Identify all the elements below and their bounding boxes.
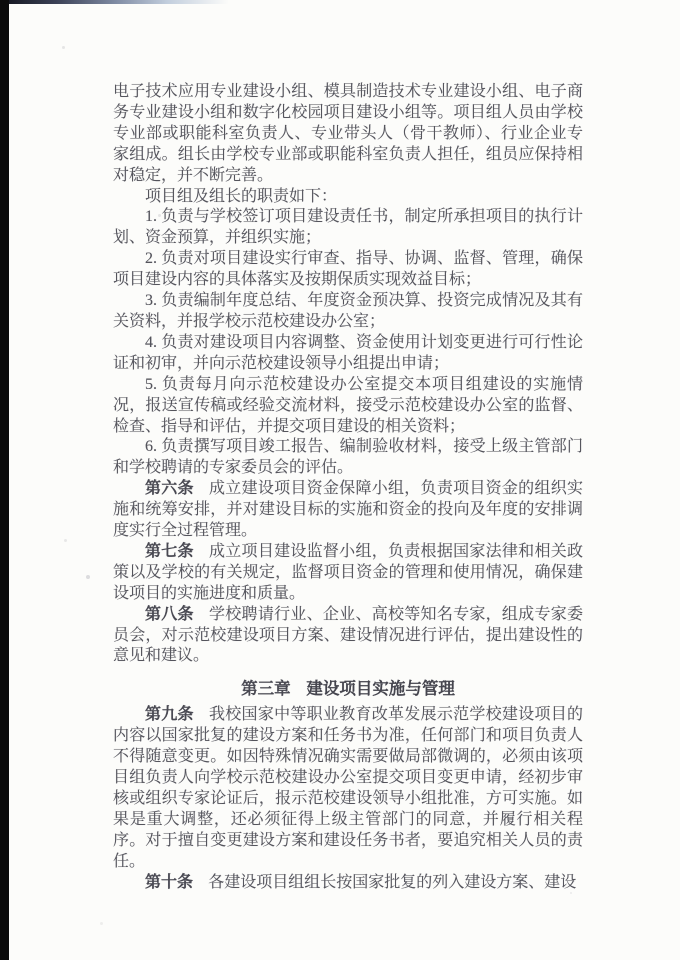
numbered-item: 5. 负责每月向示范校建设办公室提交本项目组建设的实施情况，报送宣传稿或经验交流材料，接受示范校建设办公室的监督、检查、指导和评估，并提交项目建设的相关资料； xyxy=(113,375,583,435)
body-paragraph: 电子技术应用专业建设小组、模具制造技术专业建设小组、电子商务专业建设小组和数字化校园项目建设小组等。项目组人员由学校专业部或职能科室负责人、专业带头人（骨干教师）、行业企业专家组成。组长由学校专业部或职能科室负责人担任，组员应保持相对稳定，并不断完善。 xyxy=(113,83,583,184)
article-paragraph xyxy=(113,873,583,894)
chapter-number: 第三章 xyxy=(241,679,291,699)
paragraph-text: 成立建设项目资金保障小组，负责项目资金的组织实施和统筹安排，并对建设目标的实施和资金的投向及年度的安排调度实行全过程管理。 xyxy=(113,480,583,540)
scan-speck xyxy=(100,922,103,925)
body-paragraph: 项目组及组长的职责如下： xyxy=(145,187,338,205)
paragraph-text: 学校聘请行业、企业、高校等知名专家，组成专家委员会，对示范校建设项目方案、建设情况进行评估，提出建设性的意见和建议。 xyxy=(113,605,583,665)
numbered-item: 3. 负责编制年度总结、年度资金预决算、投资完成情况及其有关资料，并报学校示范校建设办公室； xyxy=(113,292,583,330)
paragraph-text: 各建设项目组组长按国家批复的列入建设方案、建设 xyxy=(208,873,577,891)
scan-speck xyxy=(158,214,161,217)
article-number: 第十条 xyxy=(145,873,194,891)
scan-speck xyxy=(285,397,288,400)
article-paragraph xyxy=(113,605,583,668)
scan-speck xyxy=(86,575,90,579)
document-body xyxy=(113,0,583,893)
article-paragraph xyxy=(113,479,583,542)
scan-speck xyxy=(560,210,562,212)
numbered-item: 2. 负责对项目建设实行审查、指导、协调、监督、管理，确保项目建设内容的具体落实及按期保质实现效益目标； xyxy=(113,250,583,289)
article-number: 第六条 xyxy=(145,480,194,498)
scan-speck xyxy=(308,884,311,887)
scan-speck xyxy=(62,46,65,49)
scan-edge-left xyxy=(0,0,9,960)
numbered-item: 6. 负责撰写项目竣工报告、编制验收材料，接受上级主管部门和学校聘请的专家委员会的评估。 xyxy=(113,438,583,477)
paragraph-text: 建设项目实施与管理 xyxy=(306,679,455,699)
numbered-item: 1. 负责与学校签订项目建设责任书，制定所承担项目的执行计划、资金预算，并组织实施； xyxy=(113,208,583,247)
paragraph-text: 我校国家中等职业教育改革发展示范学校建设项目的内容以国家批复的建设方案和任务书为准，任何部门和项目负责人不得随意变更。如因特殊情况确实需要做局部微调的，必须由该项目组负责人向学校示范校建设办公室提交项目变更申请，经初步审核或组织专家论证后，报示范校建设领导小组批准，方可实施。如果是重大调整，还必须征得上级主管部门的同意，并履行相关程序。对于擅自变更建设方案和建设任务书者，要追究相关人员的责任。 xyxy=(113,706,583,870)
article-number: 第八条 xyxy=(145,605,194,623)
scan-speck xyxy=(64,539,67,542)
scan-speck xyxy=(407,758,410,761)
scan-speck xyxy=(570,892,572,894)
article-paragraph xyxy=(113,542,583,605)
scan-speck xyxy=(268,127,271,130)
paragraph-text: 成立项目建设监督小组，负责根据国家法律和相关政策以及学校的有关规定，监督项目资金的管理和使用情况，确保建设项目的实施进度和质量。 xyxy=(113,542,583,602)
numbered-item: 4. 负责对建设项目内容调整、资金使用计划变更进行可行性论证和初审，并向示范校建设领导小组提出申请； xyxy=(113,333,583,372)
article-number: 第九条 xyxy=(145,706,194,724)
article-paragraph xyxy=(113,705,583,872)
article-number: 第七条 xyxy=(145,542,194,560)
scan-speck xyxy=(240,611,242,613)
chapter-heading xyxy=(113,679,583,700)
